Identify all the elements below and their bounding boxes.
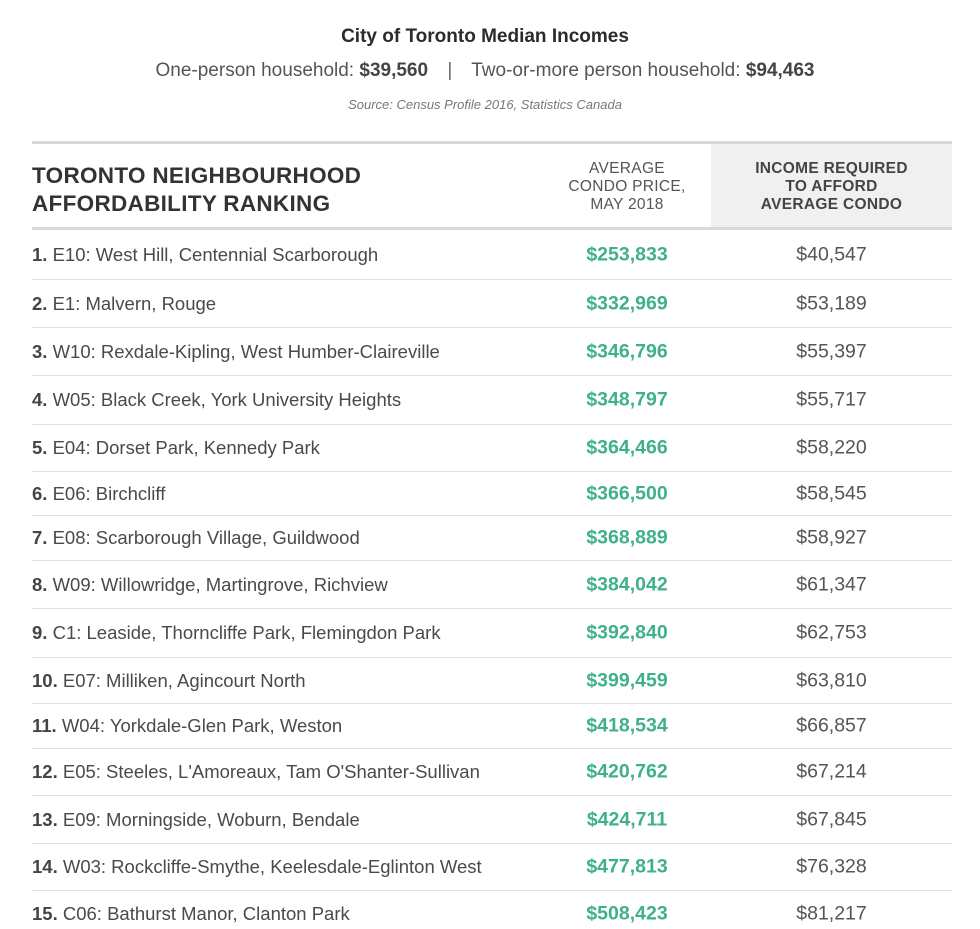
rank: 3. (32, 340, 48, 362)
header-line: MAY 2018 (590, 196, 664, 213)
rank: 11. (32, 715, 57, 736)
source-note: Source: Census Profile 2016, Statistics Canada (348, 97, 622, 112)
condo-price: $418,534 (586, 714, 668, 737)
neighbourhood-name (32, 809, 360, 831)
rank: 9. (32, 622, 48, 643)
neighbourhood: E08: Scarborough Village, Guildwood (52, 527, 360, 548)
neighbourhood: W03: Rockcliffe-Smythe, Keelesdale-Eglinton West (62, 856, 482, 877)
multi-person-value: $94,463 (745, 60, 815, 81)
neighbourhood: C1: Leaside, Thorncliffe Park, Flemingdon Park (52, 622, 441, 643)
condo-price: $384,042 (586, 573, 668, 595)
header-line: AFFORDABILITY RANKING (32, 191, 331, 216)
condo-price: $364,466 (586, 436, 668, 459)
table-row (32, 376, 952, 425)
column-header-income (711, 144, 952, 227)
neighbourhood-name (32, 622, 441, 644)
neighbourhood-name (32, 483, 165, 505)
multi-person-label: Two-or-more person household: (471, 60, 741, 81)
median-incomes (0, 60, 970, 82)
table-row (32, 328, 952, 376)
neighbourhood-name (32, 389, 401, 411)
income-required: $62,753 (796, 621, 867, 644)
rank: 6. (32, 482, 48, 504)
income-required: $67,845 (796, 808, 867, 830)
condo-price: $366,500 (586, 482, 668, 504)
neighbourhood-name (32, 856, 482, 878)
table-row (32, 561, 952, 609)
neighbourhood: E10: West Hill, Centennial Scarborough (52, 243, 379, 265)
table-row (32, 516, 952, 561)
header-line: TO AFFORD (785, 178, 878, 195)
condo-price: $348,797 (586, 388, 668, 411)
table-row (32, 796, 952, 844)
header-line: AVERAGE (589, 160, 665, 177)
neighbourhood-name (32, 437, 320, 459)
neighbourhood: E1: Malvern, Rouge (52, 292, 217, 314)
rank: 2. (32, 292, 48, 314)
neighbourhood-name (32, 761, 480, 783)
table-row (32, 609, 952, 658)
rank: 13. (32, 808, 58, 830)
table-row (32, 844, 952, 891)
rank: 15. (32, 902, 58, 924)
neighbourhood-name (32, 341, 440, 363)
condo-price: $477,813 (586, 855, 668, 878)
income-required: $55,717 (796, 388, 867, 411)
one-person-label: One-person household: (155, 60, 355, 81)
header-line: AVERAGE CONDO (760, 196, 903, 213)
table-row (32, 280, 952, 328)
condo-price: $420,762 (586, 760, 668, 783)
neighbourhood-name (32, 244, 378, 266)
neighbourhood-name (32, 715, 342, 737)
one-person-value: $39,560 (359, 60, 429, 81)
income-required: $66,857 (796, 714, 867, 737)
table-row (32, 472, 952, 516)
table-row (32, 230, 952, 280)
neighbourhood: E04: Dorset Park, Kennedy Park (52, 437, 320, 458)
income-required: $63,810 (796, 669, 867, 691)
neighbourhood: W09: Willowridge, Martingrove, Richview (52, 573, 388, 595)
rank: 5. (32, 437, 48, 458)
income-required: $81,217 (796, 902, 867, 924)
table-row (32, 658, 952, 704)
condo-price: $392,840 (586, 621, 668, 644)
rank: 8. (32, 573, 48, 595)
income-required: $58,927 (796, 526, 867, 549)
neighbourhood: E07: Milliken, Agincourt North (62, 669, 306, 691)
header-line: TORONTO NEIGHBOURHOOD (32, 163, 362, 188)
condo-price: $332,969 (586, 292, 668, 314)
neighbourhood: E05: Steeles, L'Amoreaux, Tam O'Shanter-Sullivan (62, 761, 480, 782)
neighbourhood-name (32, 670, 306, 692)
neighbourhood: E06: Birchcliff (52, 482, 166, 504)
affordability-table (32, 141, 952, 929)
rank: 12. (32, 761, 58, 782)
table-row (32, 425, 952, 472)
column-header-price (542, 160, 712, 214)
rank: 14. (32, 856, 58, 877)
column-header-neighbourhood (32, 162, 361, 218)
condo-price: $346,796 (586, 340, 668, 362)
table-body (32, 230, 952, 929)
income-required: $76,328 (796, 855, 867, 878)
income-required: $61,347 (796, 573, 867, 595)
rank: 1. (32, 243, 48, 265)
page-title: City of Toronto Median Incomes (341, 26, 629, 47)
condo-price: $368,889 (586, 526, 668, 549)
income-required: $40,547 (796, 243, 867, 265)
header-line: CONDO PRICE, (568, 178, 686, 195)
neighbourhood: W04: Yorkdale-Glen Park, Weston (61, 715, 343, 736)
condo-price: $508,423 (586, 902, 668, 924)
neighbourhood: E09: Morningside, Woburn, Bendale (62, 808, 360, 830)
rank: 7. (32, 527, 48, 548)
condo-price: $424,711 (586, 808, 668, 830)
neighbourhood: W10: Rexdale-Kipling, West Humber-Claireville (52, 340, 440, 362)
header-line: INCOME REQUIRED (755, 160, 908, 177)
neighbourhood: C06: Bathurst Manor, Clanton Park (62, 902, 350, 924)
rank: 4. (32, 389, 48, 410)
table-row (32, 704, 952, 749)
rank: 10. (32, 669, 58, 691)
income-required: $55,397 (796, 340, 867, 362)
table-row (32, 749, 952, 796)
table-row (32, 891, 952, 929)
table-header (32, 141, 952, 230)
income-required: $53,189 (796, 292, 867, 314)
income-required: $58,220 (796, 436, 867, 459)
income-required: $67,214 (796, 760, 867, 783)
condo-price: $399,459 (586, 669, 668, 691)
neighbourhood: W05: Black Creek, York University Heights (52, 389, 402, 410)
income-required: $58,545 (796, 482, 867, 504)
neighbourhood-name (32, 293, 216, 315)
condo-price: $253,833 (586, 243, 668, 265)
neighbourhood-name (32, 903, 350, 925)
neighbourhood-name (32, 527, 360, 549)
separator: | (447, 60, 453, 81)
neighbourhood-name (32, 574, 388, 596)
